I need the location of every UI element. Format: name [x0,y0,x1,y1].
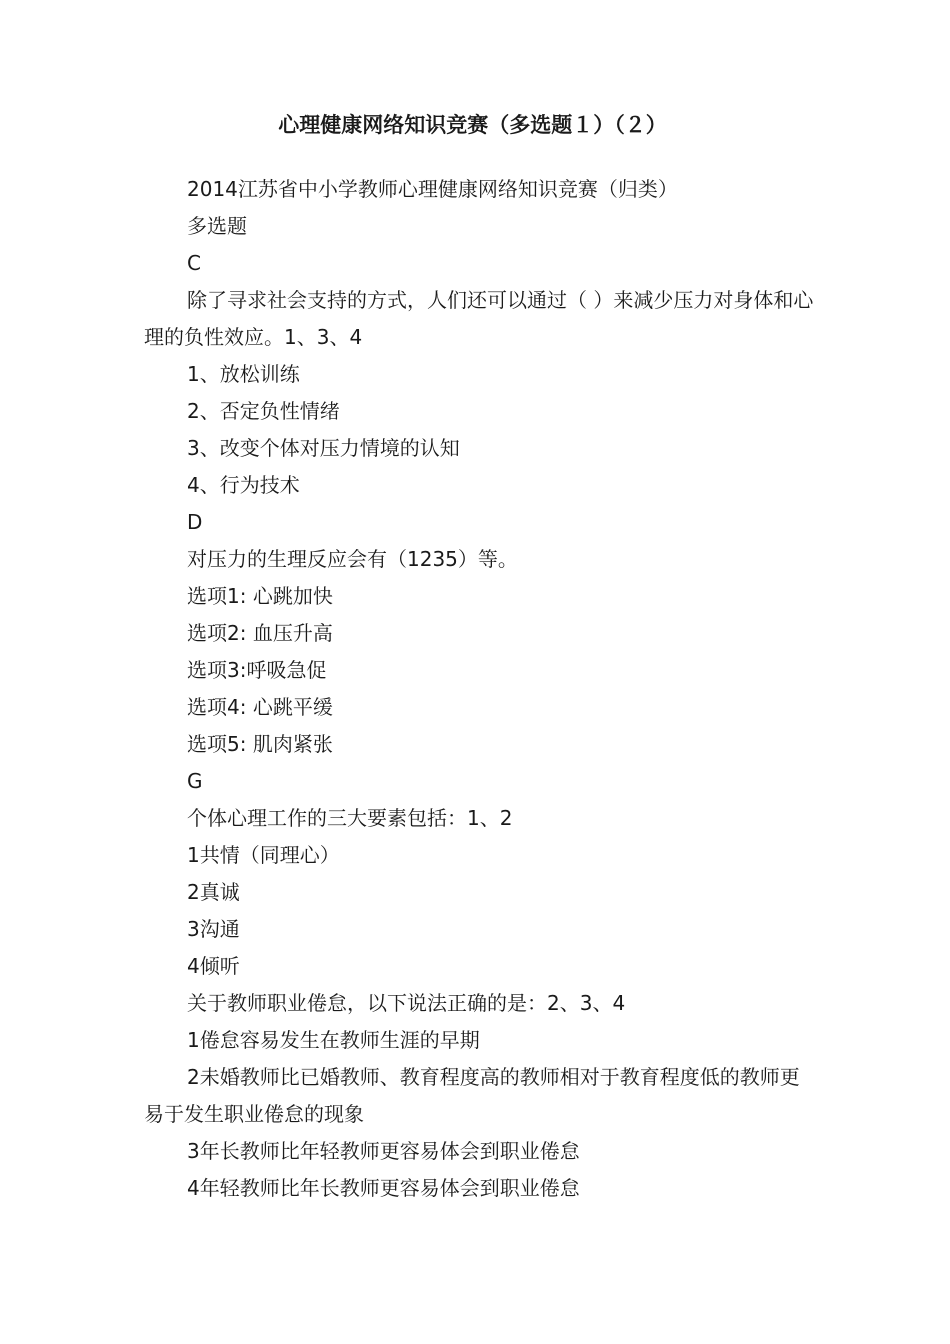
paragraph-option: 选项2: 血压升高 [187,621,333,645]
paragraph-option: 2真诚 [187,880,240,904]
paragraph-option: 4年轻教师比年长教师更容易体会到职业倦怠 [187,1176,580,1200]
paragraph-letter-d: D [187,510,203,534]
paragraph-option: 3沟通 [187,917,240,941]
paragraph-option: 3年长教师比年轻教师更容易体会到职业倦怠 [187,1139,580,1163]
paragraph-option: 4倾听 [187,954,240,978]
paragraph-option: 选项1: 心跳加快 [187,584,333,608]
paragraph-source: 2014江苏省中小学教师心理健康网络知识竞赛（归类） [187,177,678,201]
paragraph-question-2: 对压力的生理反应会有（1235）等。 [187,547,518,571]
paragraph-question-1: 除了寻求社会支持的方式，人们还可以通过（ ）来减少压力对身体和心理的负性效应。1、3、4 [144,288,814,349]
paragraph-option: 1、放松训练 [187,362,300,386]
paragraph-option: 2、否定负性情绪 [187,399,340,423]
paragraph-option: 2未婚教师比已婚教师、教育程度高的教师相对于教育程度低的教师更易于发生职业倦怠的现象 [144,1065,800,1126]
paragraph-option: 选项3:呼吸急促 [187,658,327,682]
paragraph-letter-c: C [187,251,201,275]
paragraph-question-3: 个体心理工作的三大要素包括：1、2 [187,806,513,830]
document-title: 心理健康网络知识竞赛（多选题１）（２） [278,113,667,137]
paragraph-option: 3、改变个体对压力情境的认知 [187,436,460,460]
paragraph-option: 1倦怠容易发生在教师生涯的早期 [187,1028,480,1052]
document-body [144,171,816,1207]
paragraph-option: 选项4: 心跳平缓 [187,695,333,719]
paragraph-option: 1共情（同理心） [187,843,340,867]
paragraph-section-heading: 多选题 [187,214,247,238]
paragraph-option: 选项5: 肌肉紧张 [187,732,333,756]
paragraph-option: 4、行为技术 [187,473,300,497]
paragraph-letter-g: G [187,769,203,793]
paragraph-question-4: 关于教师职业倦怠，以下说法正确的是：2、3、4 [187,991,626,1015]
